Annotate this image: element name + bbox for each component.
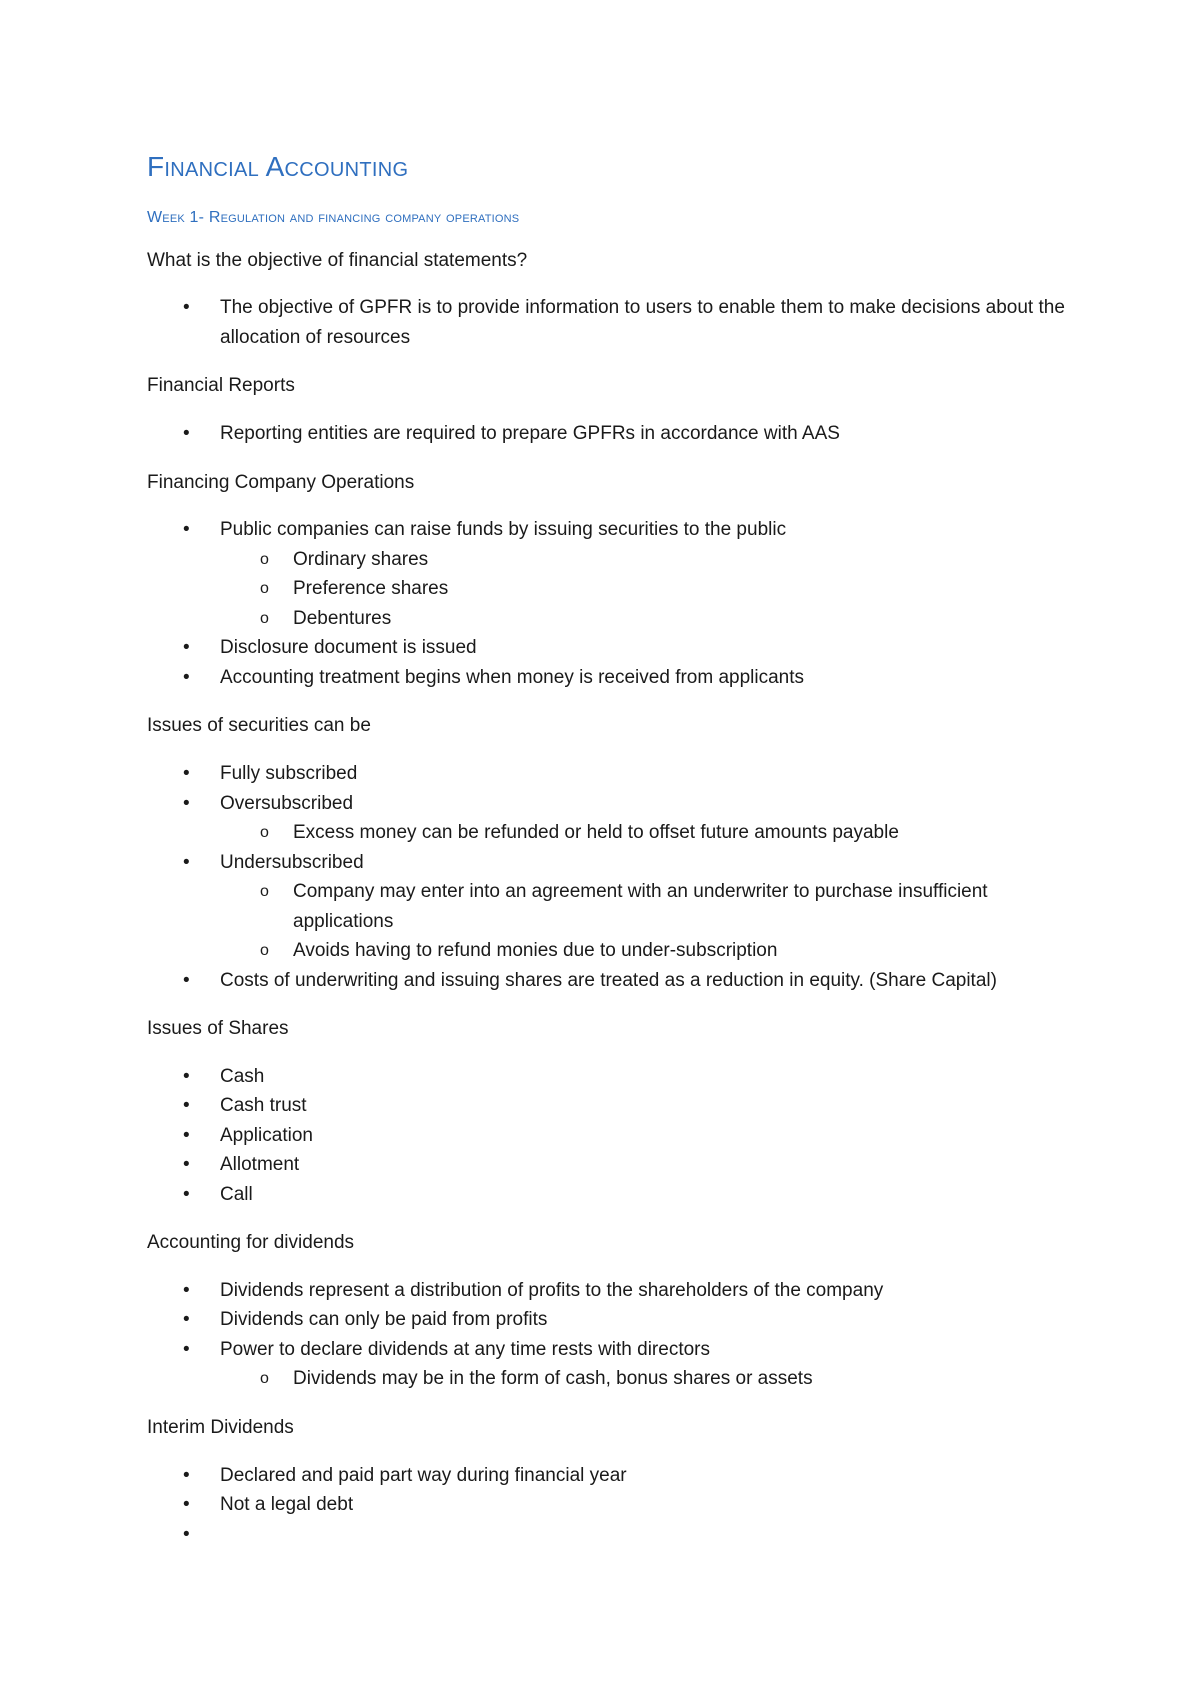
- list-item-text: • Oversubscribed: [220, 792, 354, 814]
- bullet-list: [147, 759, 1077, 995]
- list-item-text: • Disclosure document is issued: [220, 637, 477, 659]
- list-item-text: • Public companies can raise funds by issuing securities to the public: [220, 519, 787, 541]
- list-item-text: • Power to declare dividends at any time rests with directors: [220, 1338, 710, 1360]
- list-item: [147, 1276, 1077, 1306]
- sub-list-item-text: o Preference shares: [293, 578, 449, 600]
- bullet-list: [147, 515, 1077, 692]
- list-item: [147, 1335, 1077, 1394]
- sub-list-item: [220, 574, 1077, 604]
- list-item: [147, 1461, 1077, 1491]
- section-objective: [147, 249, 1077, 353]
- list-item: [147, 515, 1077, 633]
- week-heading: Week 1- Regulation and financing company operations: [147, 208, 520, 226]
- sub-list-item: [220, 604, 1077, 634]
- list-item: [147, 1091, 1077, 1121]
- document-title: Financial Accounting: [147, 151, 409, 182]
- sub-list-item: [220, 545, 1077, 575]
- list-item: [147, 633, 1077, 663]
- list-item: [147, 1520, 1077, 1550]
- sub-list-item-text: o Avoids having to refund monies due to under-subscription: [293, 940, 778, 962]
- list-item: [147, 1150, 1077, 1180]
- list-item-text: • The objective of GPFR is to provide information to users to enable them to make decisions about the allocation of resources: [220, 297, 1065, 348]
- section-heading: Financing Company Operations: [147, 471, 415, 493]
- list-item: [147, 1062, 1077, 1092]
- section-heading: Accounting for dividends: [147, 1232, 355, 1254]
- bullet-list: [147, 1062, 1077, 1210]
- section-issues-of-securities: [147, 714, 1077, 995]
- list-item-text: • Application: [220, 1124, 313, 1146]
- sub-bullet-list: [220, 877, 1077, 966]
- sub-list-item-text: o Company may enter into an agreement with an underwriter to purchase insufficient applications: [293, 881, 988, 932]
- list-item-text: • Dividends represent a distribution of profits to the shareholders of the company: [220, 1279, 884, 1301]
- list-item-text: • Reporting entities are required to prepare GPFRs in accordance with AAS: [220, 423, 840, 445]
- list-item-text: • Allotment: [220, 1154, 300, 1176]
- list-item: [147, 293, 1077, 352]
- bullet-list: [147, 1461, 1077, 1550]
- section-heading: Issues of securities can be: [147, 715, 371, 737]
- section-accounting-for-dividends: [147, 1231, 1077, 1394]
- sub-list-item-text: o Ordinary shares: [293, 548, 429, 570]
- sub-bullet-list: [220, 818, 1077, 848]
- sub-bullet-list: [220, 1364, 1077, 1394]
- section-issues-of-shares: [147, 1017, 1077, 1209]
- list-item: [147, 1180, 1077, 1210]
- section-heading: What is the objective of financial statements?: [147, 249, 528, 271]
- list-item-text: • Declared and paid part way during financial year: [220, 1464, 627, 1486]
- list-item: [147, 1305, 1077, 1335]
- section-interim-dividends: [147, 1416, 1077, 1549]
- section-financing-company-operations: [147, 471, 1077, 693]
- sub-list-item-text: o Dividends may be in the form of cash, bonus shares or assets: [293, 1368, 813, 1390]
- sub-list-item: [220, 1364, 1077, 1394]
- list-item-text: [220, 1520, 1077, 1550]
- bullet-list: [147, 1276, 1077, 1394]
- list-item: [147, 759, 1077, 789]
- list-item: [147, 1490, 1077, 1520]
- list-item-text: • Costs of underwriting and issuing shares are treated as a reduction in equity. (Share Capital): [220, 969, 997, 991]
- list-item-text: • Call: [220, 1183, 253, 1205]
- list-item: [147, 848, 1077, 966]
- sub-list-item-text: o Excess money can be refunded or held to offset future amounts payable: [293, 822, 899, 844]
- list-item: [147, 1121, 1077, 1151]
- list-item: [147, 663, 1077, 693]
- document-page: [147, 150, 1077, 1571]
- sub-list-item-text: o Debentures: [293, 607, 392, 629]
- list-item-text: • Accounting treatment begins when money is received from applicants: [220, 666, 805, 688]
- list-item-text: • Dividends can only be paid from profits: [220, 1309, 548, 1331]
- list-item-text: • Not a legal debt: [220, 1494, 354, 1516]
- section-financial-reports: [147, 374, 1077, 448]
- section-heading: Issues of Shares: [147, 1018, 289, 1040]
- sub-bullet-list: [220, 545, 1077, 634]
- section-heading: Financial Reports: [147, 375, 295, 397]
- list-item-text: • Fully subscribed: [220, 763, 358, 785]
- list-item: [147, 419, 1077, 449]
- section-heading: Interim Dividends: [147, 1416, 294, 1438]
- list-item: [147, 789, 1077, 848]
- list-item-text: • Undersubscribed: [220, 851, 364, 873]
- list-item-text: • Cash: [220, 1065, 265, 1087]
- sub-list-item: [220, 936, 1077, 966]
- list-item: [147, 966, 1077, 996]
- sub-list-item: [220, 818, 1077, 848]
- bullet-list: [147, 293, 1077, 352]
- bullet-list: [147, 419, 1077, 449]
- list-item-text: • Cash trust: [220, 1095, 307, 1117]
- sub-list-item: [220, 877, 1077, 936]
